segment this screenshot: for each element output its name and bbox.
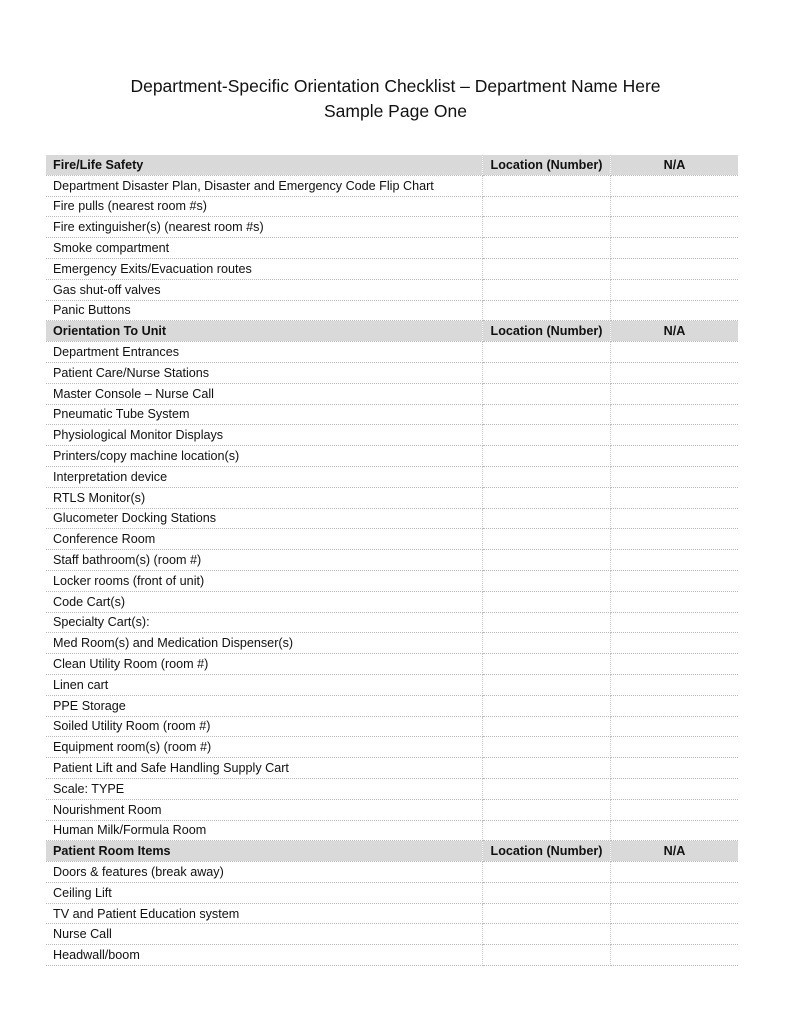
na-field[interactable]	[611, 362, 739, 383]
checklist-item-label: Nourishment Room	[46, 799, 483, 820]
na-field[interactable]	[611, 529, 739, 550]
location-field[interactable]	[483, 446, 611, 467]
na-field[interactable]	[611, 882, 739, 903]
checklist-item-label: Ceiling Lift	[46, 882, 483, 903]
na-field[interactable]	[611, 342, 739, 363]
checklist-table	[46, 155, 738, 966]
na-field[interactable]	[611, 778, 739, 799]
checklist-item-label: Med Room(s) and Medication Dispenser(s)	[46, 633, 483, 654]
na-field[interactable]	[611, 674, 739, 695]
na-field[interactable]	[611, 466, 739, 487]
location-field[interactable]	[483, 778, 611, 799]
checklist-row	[46, 945, 738, 966]
na-field[interactable]	[611, 612, 739, 633]
checklist-row	[46, 612, 738, 633]
na-field[interactable]	[611, 945, 739, 966]
na-field[interactable]	[611, 217, 739, 238]
location-field[interactable]	[483, 716, 611, 737]
location-field[interactable]	[483, 737, 611, 758]
location-field[interactable]	[483, 758, 611, 779]
checklist-row	[46, 820, 738, 841]
na-column-header: N/A	[611, 841, 739, 862]
checklist-item-label: Pneumatic Tube System	[46, 404, 483, 425]
checklist-row	[46, 550, 738, 571]
checklist-row	[46, 737, 738, 758]
location-field[interactable]	[483, 279, 611, 300]
checklist-row	[46, 882, 738, 903]
checklist-item-label: Headwall/boom	[46, 945, 483, 966]
na-field[interactable]	[611, 196, 739, 217]
location-field[interactable]	[483, 487, 611, 508]
na-column-header: N/A	[611, 321, 739, 342]
section-header-row	[46, 155, 738, 175]
na-field[interactable]	[611, 487, 739, 508]
title-line-1: Department-Specific Orientation Checklist – Department Name Here	[130, 76, 661, 96]
document-title	[0, 74, 791, 124]
na-field[interactable]	[611, 425, 739, 446]
na-field[interactable]	[611, 550, 739, 571]
checklist-item-label: Nurse Call	[46, 924, 483, 945]
na-field[interactable]	[611, 300, 739, 321]
location-field[interactable]	[483, 258, 611, 279]
location-field[interactable]	[483, 924, 611, 945]
checklist-row	[46, 654, 738, 675]
section-heading: Orientation To Unit	[46, 321, 483, 342]
location-field[interactable]	[483, 238, 611, 259]
location-field[interactable]	[483, 300, 611, 321]
checklist-row	[46, 695, 738, 716]
checklist-row	[46, 570, 738, 591]
checklist-row	[46, 404, 738, 425]
na-field[interactable]	[611, 404, 739, 425]
na-field[interactable]	[611, 716, 739, 737]
checklist-row	[46, 217, 738, 238]
location-field[interactable]	[483, 570, 611, 591]
na-field[interactable]	[611, 570, 739, 591]
checklist-item-label: Master Console – Nurse Call	[46, 383, 483, 404]
checklist-item-label: Smoke compartment	[46, 238, 483, 259]
checklist-row	[46, 175, 738, 196]
checklist-row	[46, 903, 738, 924]
na-field[interactable]	[611, 924, 739, 945]
location-column-header: Location (Number)	[483, 841, 611, 862]
checklist-row	[46, 529, 738, 550]
location-field[interactable]	[483, 695, 611, 716]
na-field[interactable]	[611, 446, 739, 467]
location-field[interactable]	[483, 862, 611, 883]
location-field[interactable]	[483, 217, 611, 238]
location-field[interactable]	[483, 383, 611, 404]
checklist-row	[46, 799, 738, 820]
na-field[interactable]	[611, 383, 739, 404]
location-field[interactable]	[483, 362, 611, 383]
location-field[interactable]	[483, 404, 611, 425]
location-column-header: Location (Number)	[483, 155, 611, 175]
checklist-item-label: Soiled Utility Room (room #)	[46, 716, 483, 737]
checklist-item-label: Fire pulls (nearest room #s)	[46, 196, 483, 217]
na-field[interactable]	[611, 799, 739, 820]
location-field[interactable]	[483, 342, 611, 363]
checklist-item-label: Gas shut-off valves	[46, 279, 483, 300]
checklist-row	[46, 238, 738, 259]
checklist-item-label: Scale: TYPE	[46, 778, 483, 799]
checklist-row	[46, 508, 738, 529]
na-field[interactable]	[611, 591, 739, 612]
checklist-row	[46, 716, 738, 737]
checklist-row	[46, 674, 738, 695]
checklist-row	[46, 300, 738, 321]
checklist-item-label: Glucometer Docking Stations	[46, 508, 483, 529]
checklist-item-label: Human Milk/Formula Room	[46, 820, 483, 841]
location-field[interactable]	[483, 508, 611, 529]
checklist-row	[46, 279, 738, 300]
location-field[interactable]	[483, 654, 611, 675]
na-field[interactable]	[611, 175, 739, 196]
checklist-item-label: Equipment room(s) (room #)	[46, 737, 483, 758]
na-field[interactable]	[611, 820, 739, 841]
checklist-row	[46, 196, 738, 217]
na-field[interactable]	[611, 654, 739, 675]
na-field[interactable]	[611, 258, 739, 279]
na-field[interactable]	[611, 508, 739, 529]
na-field[interactable]	[611, 862, 739, 883]
location-field[interactable]	[483, 799, 611, 820]
location-field[interactable]	[483, 425, 611, 446]
location-field[interactable]	[483, 529, 611, 550]
checklist-item-label: PPE Storage	[46, 695, 483, 716]
checklist-row	[46, 383, 738, 404]
checklist-item-label: RTLS Monitor(s)	[46, 487, 483, 508]
location-field[interactable]	[483, 466, 611, 487]
checklist-item-label: Physiological Monitor Displays	[46, 425, 483, 446]
na-field[interactable]	[611, 695, 739, 716]
checklist-item-label: Printers/copy machine location(s)	[46, 446, 483, 467]
location-field[interactable]	[483, 633, 611, 654]
section-heading: Patient Room Items	[46, 841, 483, 862]
location-field[interactable]	[483, 196, 611, 217]
checklist-row	[46, 758, 738, 779]
checklist-row	[46, 446, 738, 467]
location-field[interactable]	[483, 945, 611, 966]
checklist-row	[46, 591, 738, 612]
location-field[interactable]	[483, 882, 611, 903]
na-column-header: N/A	[611, 155, 739, 175]
na-field[interactable]	[611, 279, 739, 300]
checklist-item-label: Conference Room	[46, 529, 483, 550]
checklist-item-label: Interpretation device	[46, 466, 483, 487]
checklist-row	[46, 487, 738, 508]
na-field[interactable]	[611, 633, 739, 654]
location-column-header: Location (Number)	[483, 321, 611, 342]
checklist-row	[46, 466, 738, 487]
checklist-item-label: Code Cart(s)	[46, 591, 483, 612]
checklist-item-label: Fire extinguisher(s) (nearest room #s)	[46, 217, 483, 238]
checklist-item-label: Doors & features (break away)	[46, 862, 483, 883]
location-field[interactable]	[483, 674, 611, 695]
checklist-row	[46, 425, 738, 446]
location-field[interactable]	[483, 903, 611, 924]
location-field[interactable]	[483, 820, 611, 841]
na-field[interactable]	[611, 737, 739, 758]
na-field[interactable]	[611, 238, 739, 259]
checklist-row	[46, 924, 738, 945]
checklist-item-label: Patient Care/Nurse Stations	[46, 362, 483, 383]
location-field[interactable]	[483, 612, 611, 633]
section-header-row	[46, 841, 738, 862]
checklist-item-label: Department Entrances	[46, 342, 483, 363]
checklist-row	[46, 342, 738, 363]
checklist-row	[46, 362, 738, 383]
checklist-row	[46, 633, 738, 654]
checklist-item-label: Clean Utility Room (room #)	[46, 654, 483, 675]
checklist-item-label: Staff bathroom(s) (room #)	[46, 550, 483, 571]
checklist-item-label: Department Disaster Plan, Disaster and Emergency Code Flip Chart	[46, 175, 483, 196]
location-field[interactable]	[483, 591, 611, 612]
checklist-row	[46, 778, 738, 799]
checklist-row	[46, 862, 738, 883]
checklist-item-label: Emergency Exits/Evacuation routes	[46, 258, 483, 279]
section-heading: Fire/Life Safety	[46, 155, 483, 175]
na-field[interactable]	[611, 758, 739, 779]
checklist-item-label: Specialty Cart(s):	[46, 612, 483, 633]
title-line-2: Sample Page One	[323, 101, 467, 121]
checklist-item-label: Linen cart	[46, 674, 483, 695]
location-field[interactable]	[483, 550, 611, 571]
section-header-row	[46, 321, 738, 342]
checklist-row	[46, 258, 738, 279]
location-field[interactable]	[483, 175, 611, 196]
checklist-item-label: Locker rooms (front of unit)	[46, 570, 483, 591]
na-field[interactable]	[611, 903, 739, 924]
checklist-item-label: Panic Buttons	[46, 300, 483, 321]
checklist-item-label: TV and Patient Education system	[46, 903, 483, 924]
checklist-item-label: Patient Lift and Safe Handling Supply Cart	[46, 758, 483, 779]
